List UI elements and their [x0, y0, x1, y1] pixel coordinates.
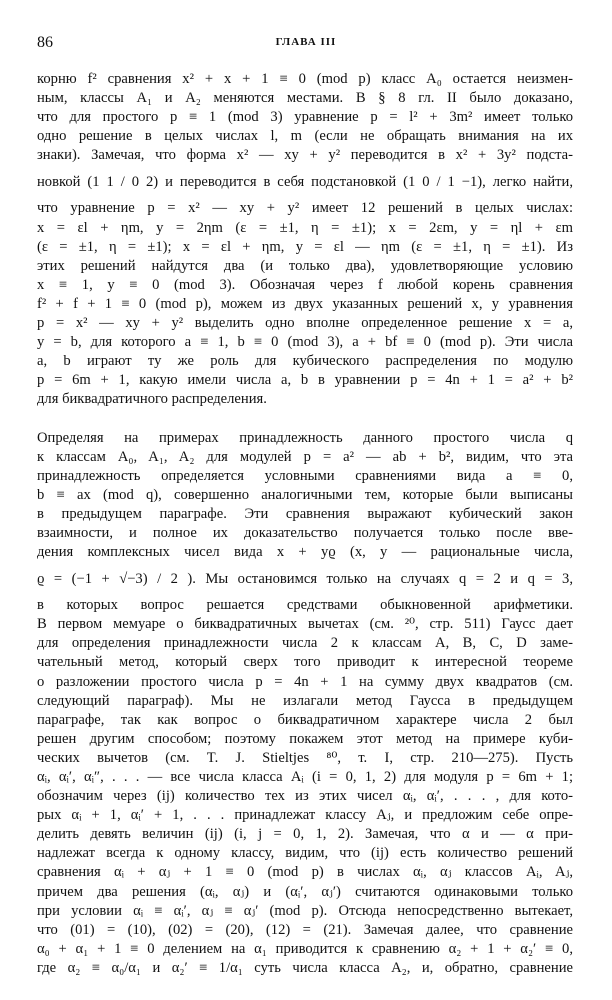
- text-line: f² + f + 1 ≡ 0 (mod p), можем из двух указанных решений x, y уравнения: [37, 295, 573, 312]
- text-line: что (01) = (10), (02) = (20), (12) = (21). Замечая далее, что сравнение: [37, 921, 573, 938]
- paragraph-2: [37, 429, 573, 979]
- page-number: 86: [37, 34, 53, 51]
- text-line-with-fraction: ϱ = (−1 + √−3) / 2 ). Мы остановимся только на случаях q = 2 и q = 3,: [37, 571, 573, 588]
- text-line: этих решений найдутся два (и только два), удовлетворяющие условию: [37, 257, 573, 274]
- text-line: сравнения αᵢ + αⱼ + 1 ≡ 0 (mod p) в числах αᵢ, αⱼ классов Aᵢ, Aⱼ,: [37, 864, 573, 881]
- text-line: обозначим через (ij) количество тех из этих чисел αᵢ, αᵢ′, . . . , для кото-: [37, 788, 573, 805]
- text-line: делить девять величин (ij) (i, j = 0, 1, 2). Замечая, что α и — α при-: [37, 826, 573, 843]
- text-line: надлежат всегда к одному классу, видим, что (ij) есть количество решений: [37, 845, 573, 862]
- text-line: для определения принадлежности числа 2 к классам A, B, C, D заме-: [37, 635, 573, 652]
- text-line: взаимности, и полное их доказательство получается только после вве-: [37, 524, 573, 541]
- text-line: (ε = ±1, η = ±1); x = εl + ηm, y = εl — ηm (ε = ±1, η = ±1). Из: [37, 238, 573, 255]
- paragraph-1: [37, 70, 573, 410]
- text-line: причем два решения (αᵢ, αⱼ) и (αᵢ′, αⱼ′) считаются одинаковыми только: [37, 883, 573, 900]
- text-line: p = 6m + 1, какую имели числа a, b в уравнении p = 4n + 1 = a² + b²: [37, 372, 573, 389]
- text-line: дения комплексных чисел вида x + yϱ (x, y — рациональные числа,: [37, 544, 573, 561]
- text-line: к классам A₀, A₁, A₂ для модулей p = a² — ab + b², видим, что эта: [37, 448, 573, 465]
- text-line: рых αᵢ + 1, αᵢ′ + 1, . . . принадлежат классу Aⱼ, и предложим себе опре-: [37, 807, 573, 824]
- text-line: чательный метод, который сверх того приводит к интересной теореме: [37, 654, 573, 671]
- text-body: [37, 70, 573, 978]
- text-line-with-matrices: новкой (1 1 / 0 2) и переводится в себя подстановкой (1 0 / 1 −1), легко найти,: [37, 174, 573, 191]
- text-line: x ≡ 1, y ≡ 0 (mod 3). Обозначая через f любой корень сравнения: [37, 276, 573, 293]
- text-line: для биквадратичного распределения.: [37, 391, 267, 408]
- text-line: следующий параграф). Мы не излагали метод Гаусса в предыдущем: [37, 692, 573, 709]
- text-line: принадлежность определяется условными сравнениями вида a ≡ 0,: [37, 467, 573, 484]
- text-line: b ≡ ax (mod q), совершенно аналогичными тем, которые были выписаны: [37, 486, 573, 503]
- text-line: что для простого p ≡ 1 (mod 3) уравнение p = l² + 3m² имеет только: [37, 109, 573, 126]
- text-line: x = εl + ηm, y = 2ηm (ε = ±1, η = ±1); x = 2εm, y = ηl + εm: [37, 219, 573, 236]
- text-line: Определяя на примерах принадлежность данного простого числа q: [37, 429, 573, 446]
- text-line: знаки). Замечая, что форма x² — xy + y² переводится в x² + 3y² подста-: [37, 147, 573, 164]
- page-header: [37, 34, 575, 54]
- text-line: о разложении простого числа p = 4n + 1 на сумму двух квадратов (см.: [37, 673, 573, 690]
- text-line: при условии αᵢ ≡ αᵢ′, αⱼ ≡ αⱼ′ (mod p). Отсюда непосредственно вытекает,: [37, 902, 573, 919]
- text-line: что уравнение p = x² — xy + y² имеет 12 решений в целых числах:: [37, 200, 573, 217]
- text-line: одно решение в целых числах l, m (если не обращать внимания на их: [37, 128, 573, 145]
- text-line: αᵢ, αᵢ′, αᵢ″, . . . — все числа класса Aᵢ (i = 0, 1, 2) для модуля p = 6m + 1;: [37, 769, 573, 785]
- paragraph-gap: [37, 410, 573, 429]
- text-line: где α₂ ≡ α₀/α₁ и α₂′ ≡ 1/α₁ суть числа класса A₂, и, обратно, сравнение: [37, 959, 573, 976]
- text-line: в которых вопрос решается средствами обыкновенной арифметики.: [37, 597, 573, 614]
- text-line: в предыдущем параграфе. Эти сравнения выражают кубический закон: [37, 505, 573, 522]
- text-line: y = b, для которого a ≡ 1, b ≡ 0 (mod 3), a + bf ≡ 0 (mod p). Эти числа: [37, 334, 573, 351]
- text-line: параграфе, так как вопрос о биквадратичном характере числа 2 был: [37, 711, 573, 728]
- text-line: α₀ + α₁ + 1 ≡ 0 делением на α₁ приводится к сравнению α₂ + 1 + α₂′ ≡ 0,: [37, 940, 573, 957]
- text-line: a, b играют ту же роль для кубического распределения по модулю: [37, 353, 573, 370]
- text-line: p = x² — xy + y² выделить одно вполне определенное решение x = a,: [37, 315, 573, 332]
- text-line: решен другим способом; поэтому покажем этот метод на примере куби-: [37, 730, 573, 747]
- text-line: корню f² сравнения x² + x + 1 ≡ 0 (mod p) класс A₀ остается неизмен-: [37, 71, 573, 87]
- text-line: ным, классы A₁ и A₂ меняются местами. В § 8 гл. II было доказано,: [37, 90, 573, 107]
- text-line: В первом мемуаре о биквадратичных вычетах (см. ²⁰, стр. 511) Гаусс дает: [37, 616, 573, 633]
- running-title: ГЛАВА III: [275, 36, 337, 48]
- text-line: ческих вычетов (см. T. J. Stieltjes ⁸⁰, т. I, стр. 210—275). Пусть: [37, 749, 573, 766]
